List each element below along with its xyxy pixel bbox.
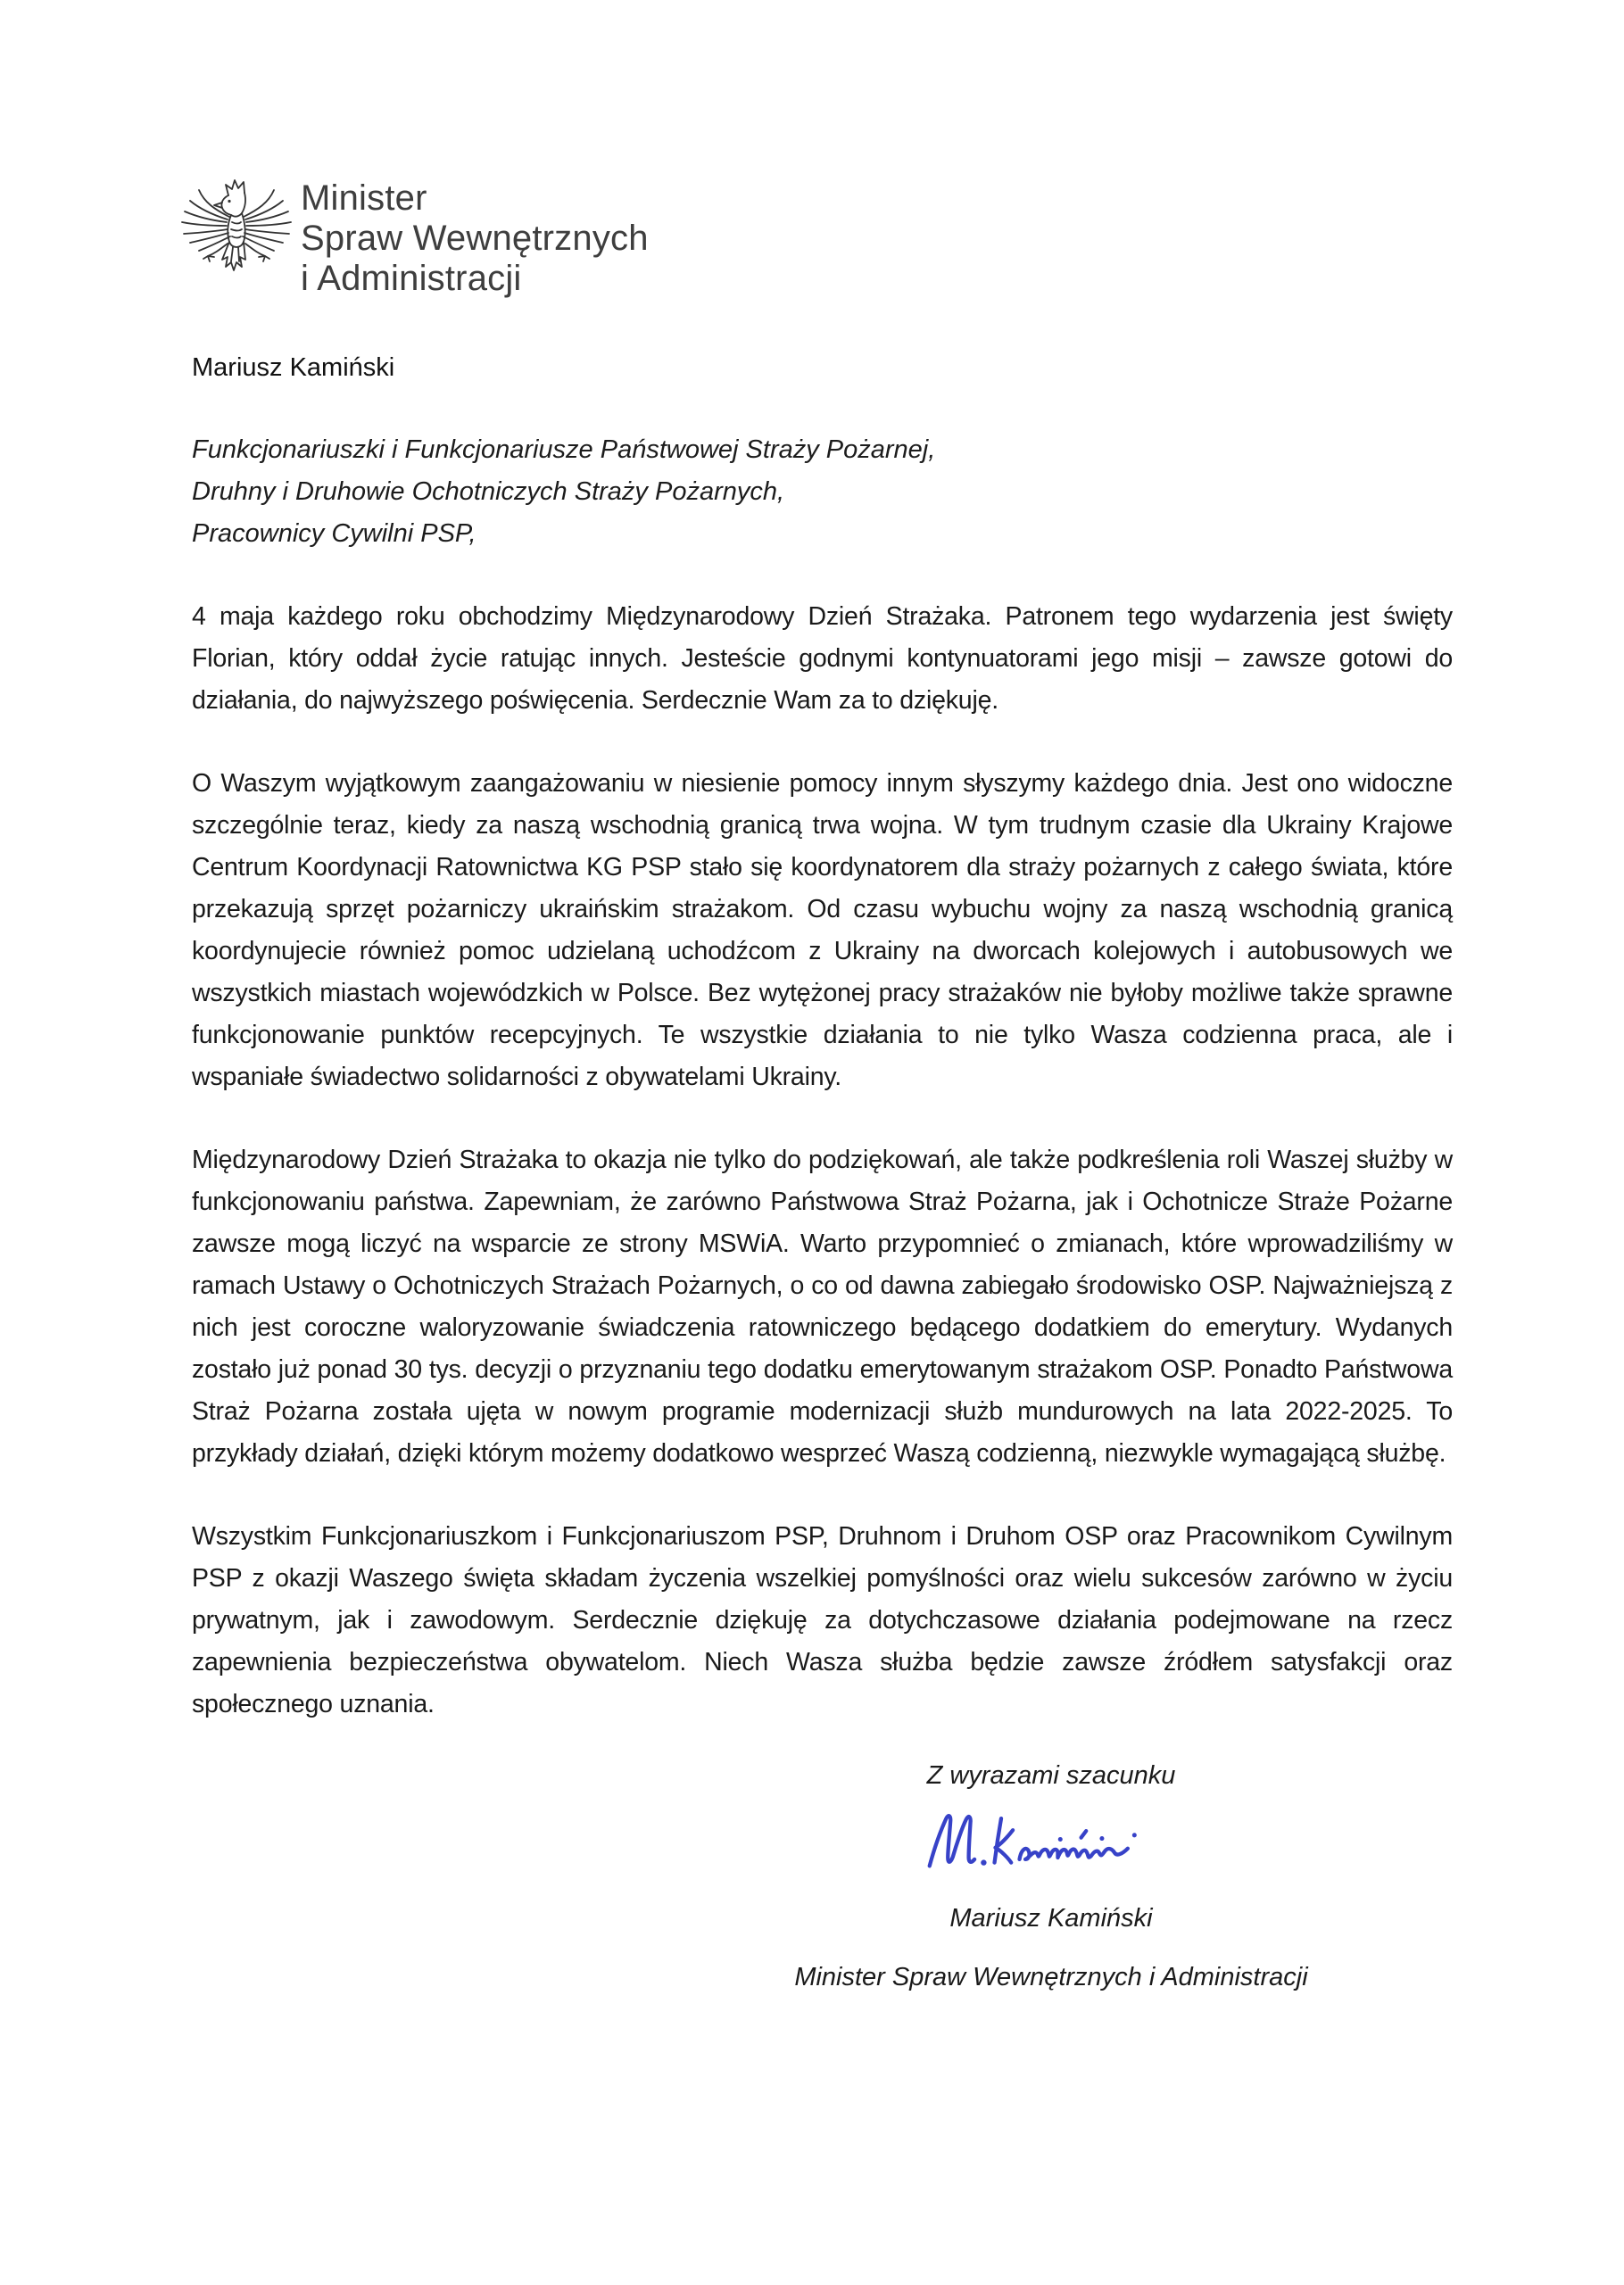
- closing-block: [685, 1758, 1417, 1995]
- letterhead: [178, 175, 1453, 305]
- closing-phrase: Z wyrazami szacunku: [926, 1761, 1176, 1790]
- salutation: [192, 429, 1453, 555]
- ministry-name-line: Spraw Wewnętrznych: [301, 219, 649, 258]
- signatory-name: Mariusz Kamiński: [949, 1904, 1153, 1933]
- body-paragraph: 4 maja każdego roku obchodzimy Międzynarodowy Dzień Strażaka. Patronem tego wydarzenia jest święty Florian, który oddał życie ratując innych. Jesteście godnymi kontynuatorami jego misji – zawsze gotowi do działania, do najwyższego poświęcenia. Serdecznie Wam za to dziękuję.: [192, 602, 1453, 715]
- salutation-line: Funkcjonariuszki i Funkcjonariusze Państwowej Straży Pożarnej,: [192, 435, 936, 464]
- sender-name: Mariusz Kamiński: [192, 353, 395, 382]
- ministry-name-line: i Administracji: [301, 259, 522, 298]
- body-paragraph: Wszystkim Funkcjonariuszkom i Funkcjonariuszom PSP, Druhnom i Druhom OSP oraz Pracownikom Cywilnym PSP z okazji Waszego święta składam życzenia wszelkiej pomyślności oraz wielu sukcesów zarówno w życiu prywatnym, jak i zawodowym. Serdecznie dziękuję za dotychczasowe działania podejmowane na rzecz zapewnienia bezpieczeństwa obywatelom. Niech Wasza służba będzie zawsze źródłem satysfakcji oraz społecznego uznania.: [192, 1522, 1453, 1718]
- body-paragraph: O Waszym wyjątkowym zaangażowaniu w niesienie pomocy innym słyszymy każdego dnia. Jest ono widoczne szczególnie teraz, kiedy za naszą wschodnią granicą trwa wojna. W tym trudnym czasie dla Ukrainy Krajowe Centrum Koordynacji Ratownictwa KG PSP stało się koordynatorem dla straży pożarnych z całego świata, które przekazują sprzęt pożarniczy ukraińskim strażakom. Od czasu wybuchu wojny za naszą wschodnią granicą koordynujecie również pomoc udzielaną uchodźcom z Ukrainy na dworcach kolejowych i autobusowych we wszystkich miastach wojewódzkich w Polsce. Bez wytężonej pracy strażaków nie byłoby możliwe także sprawne funkcjonowanie punktów recepcyjnych. Te wszystkie działania to nie tylko Wasza codzienna praca, ale i wspaniałe świadectwo solidarności z obywatelami Ukrainy.: [192, 769, 1453, 1091]
- handwritten-signature: [917, 1808, 1185, 1883]
- ministry-name-line: Minister: [301, 178, 427, 218]
- salutation-line: Druhny i Druhowie Ochotniczych Straży Pożarnych,: [192, 477, 785, 506]
- polish-eagle-coat-of-arms-icon: [178, 175, 295, 305]
- body-paragraph: Międzynarodowy Dzień Strażaka to okazja nie tylko do podziękowań, ale także podkreślenia roli Waszej służby w funkcjonowaniu państwa. Zapewniam, że zarówno Państwowa Straż Pożarna, jak i Ochotnicze Straże Pożarne zawsze mogą liczyć na wsparcie ze strony MSWiA. Warto przypomnieć o zmianach, które wprowadziliśmy w ramach Ustawy o Ochotniczych Strażach Pożarnych, o co od dawna zabiegało środowisko OSP. Najważniejszą z nich jest coroczne waloryzowanie świadczenia ratowniczego będącego dodatkiem do emerytury. Wydanych zostało już ponad 30 tys. decyzji o przyznaniu tego dodatku emerytowanym strażakom OSP. Ponadto Państwowa Straż Pożarna została ujęta w nowym programie modernizacji służb mundurowych na lata 2022-2025. To przykłady działań, dzięki którym możemy dodatkowo wesprzeć Waszą codzienną, niezwykle wymagającą służbę.: [192, 1146, 1453, 1468]
- ministry-name: [301, 178, 649, 299]
- signatory-title: Minister Spraw Wewnętrznych i Administracji: [794, 1963, 1308, 1991]
- salutation-line: Pracownicy Cywilni PSP,: [192, 519, 476, 548]
